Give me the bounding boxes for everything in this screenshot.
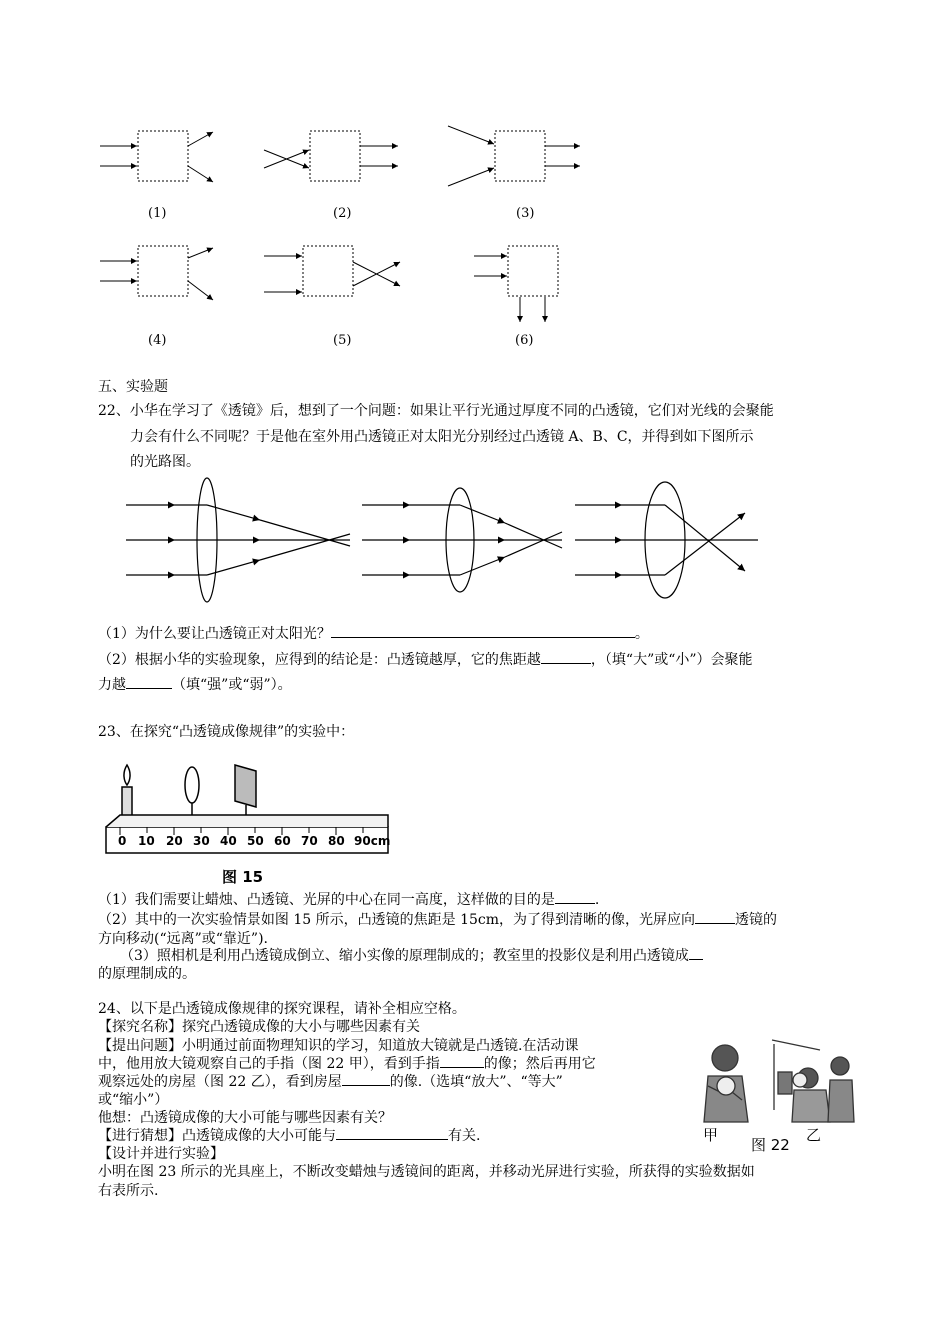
q22-line1: 22、小华在学习了《透镜》后，想到了一个问题：如果让平行光通过厚度不同的凸透镜，它们对光线的会聚能 [98, 403, 774, 419]
q24-exp1: 小明在图 23 所示的光具座上，不断改变蜡烛与透镜间的距离，并移动光屏进行实验，所获得的实验数据如 [98, 1164, 755, 1180]
caption-4: (4) [148, 333, 167, 348]
q22-blank-2[interactable] [541, 663, 591, 664]
q22-line2: 力会有什么不同呢？于是他在室外用凸透镜正对太阳光分别经过凸透镜 A、B、C，并得到如下图所示 [130, 429, 754, 445]
q23-blank-1[interactable] [555, 903, 595, 904]
q23-sub1: （1）我们需要让蜡烛、凸透镜、光屏的中心在同一高度，这样做的目的是 . [98, 892, 600, 908]
q22-blank-3[interactable] [126, 688, 172, 689]
q24-blank-2[interactable] [342, 1085, 390, 1086]
q24-ask3: 观察远处的房屋（图 22 乙），看到房屋 的像.（选填“放大”、“等大” [98, 1074, 563, 1090]
caption-5: (5) [333, 333, 352, 348]
box-6 [508, 246, 558, 296]
caption-6: (6) [515, 333, 534, 348]
q24-ask4: 或“缩小”） [98, 1092, 169, 1108]
lens-diagrams [0, 478, 950, 628]
q22-sub2: （2）根据小华的实验现象，应得到的结论是：凸透镜越厚，它的焦距越 ，（填“大”或“小”）会聚能 [98, 652, 753, 668]
fig22-right-label: 乙 [806, 1126, 822, 1144]
q24-blank-1[interactable] [440, 1067, 484, 1068]
box-2 [310, 131, 360, 181]
q23-sub3-cont: 的原理制成的。 [98, 966, 196, 982]
caption-2: (2) [333, 206, 352, 221]
fig22-caption: 图 22 [751, 1136, 790, 1154]
q24-name: 【探究名称】探究凸透镜成像的大小与哪些因素有关 [98, 1019, 420, 1035]
fig15-caption: 图 15 [222, 868, 264, 886]
q24-design: 【设计并进行实验】 [98, 1146, 224, 1162]
box-4 [138, 246, 188, 296]
q24-exp2: 右表所示. [98, 1183, 159, 1199]
q22-blank-1[interactable] [331, 637, 635, 638]
q23-sub3: （3）照相机是利用凸透镜成倒立、缩小实像的原理制成的；教室里的投影仪是利用凸透镜成 [120, 946, 703, 966]
q22-sub1: （1）为什么要让凸透镜正对太阳光？ 。 [98, 626, 649, 642]
q23-blank-3[interactable] [689, 959, 703, 960]
q24-guess: 【进行猜想】凸透镜成像的大小可能与 有关. [98, 1128, 481, 1144]
caption-1: (1) [148, 206, 167, 221]
q23-title: 23、在探究“凸透镜成像规律”的实验中： [98, 724, 355, 740]
q23-sub2-cont: 方向移动(“远离”或“靠近”). [98, 931, 269, 947]
box-3 [495, 131, 545, 181]
box-1 [138, 131, 188, 181]
caption-3: (3) [516, 206, 535, 221]
q22-line3: 的光路图。 [130, 454, 200, 470]
q24-ask2: 中，他用放大镜观察自己的手指（图 22 甲），看到手指 的像；然后再用它 [98, 1056, 596, 1072]
q24-think: 他想：凸透镜成像的大小可能与哪些因素有关？ [98, 1110, 392, 1126]
box-5 [303, 246, 353, 296]
fig22-left-label: 甲 [703, 1126, 719, 1144]
q22-sub2-cont: 力越 （填“强”或“弱”）。 [98, 677, 292, 693]
q23-sub2: （2）其中的一次实验情景如图 15 所示，凸透镜的焦距是 15cm，为了得到清晰的像，光屏应向 透镜的 [98, 912, 778, 928]
optics-box-figures [0, 0, 950, 360]
q24-ask1: 【提出问题】小明通过前面物理知识的学习，知道放大镜就是凸透镜.在活动课 [98, 1038, 579, 1054]
q24-blank-3[interactable] [336, 1139, 448, 1140]
q24-title: 24、以下是凸透镜成像规律的探究课程，请补全相应空格。 [98, 1001, 466, 1017]
q23-blank-2[interactable] [695, 923, 735, 924]
section-title: 五、实验题 [98, 379, 168, 395]
